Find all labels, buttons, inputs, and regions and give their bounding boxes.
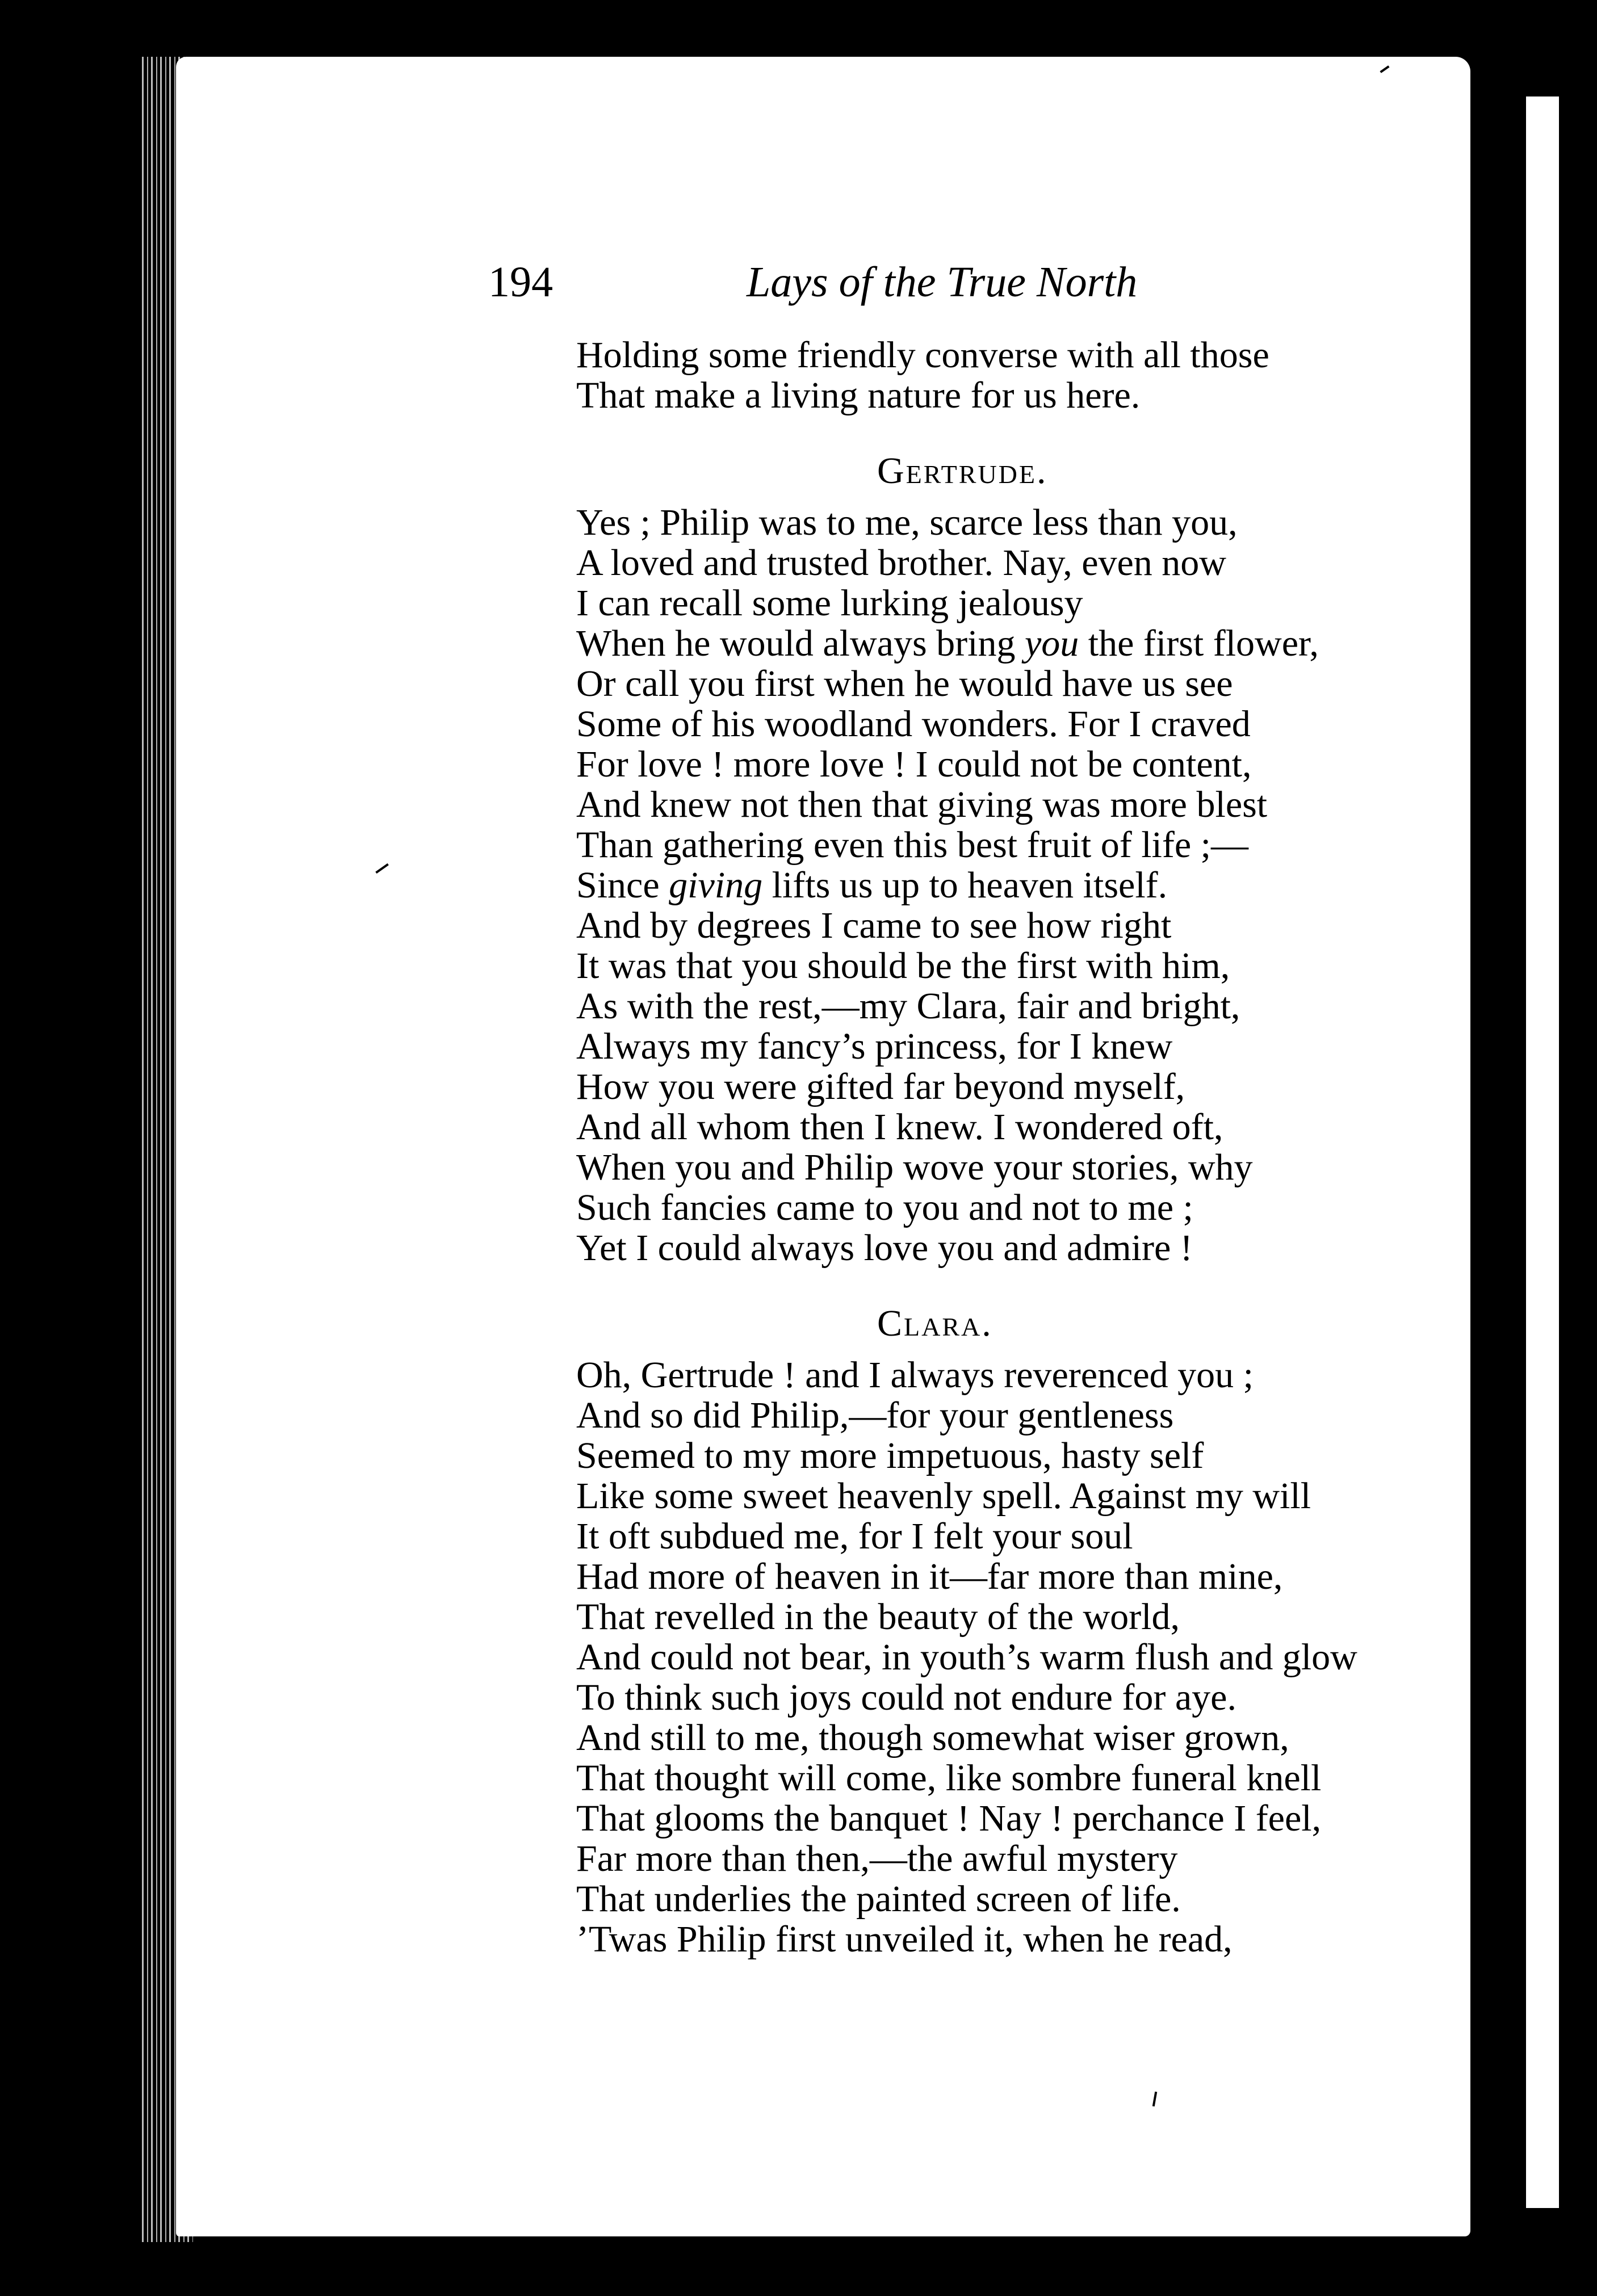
verse-segment: the first flower,: [1088, 623, 1319, 664]
speaker-heading: Clara.: [877, 1303, 993, 1344]
running-title: Lays of the True North: [747, 258, 1138, 306]
verse-line: And knew not then that giving was more blest: [576, 784, 1268, 825]
speaker-heading: Gertrude.: [877, 450, 1048, 492]
verse-line: And could not bear, in youth’s warm flush and glow: [576, 1636, 1357, 1678]
verse-line: Far more than then,—the awful mystery: [576, 1838, 1178, 1879]
verse-line: Like some sweet heavenly spell. Against my will: [576, 1475, 1311, 1517]
verse-segment: When he would always bring: [576, 623, 1016, 664]
verse-line: And all whom then I knew. I wondered oft,: [576, 1106, 1223, 1148]
stanza-gap: [576, 415, 1439, 439]
verse-line: I can recall some lurking jealousy: [576, 582, 1083, 624]
verse-line: That thought will come, like sombre funeral knell: [576, 1757, 1322, 1799]
stanza-gap: [576, 1268, 1439, 1292]
verse-line: And so did Philip,—for your gentleness: [576, 1395, 1174, 1436]
verse-segment: Since: [576, 864, 660, 906]
verse-line: It oft subdued me, for I felt your soul: [576, 1516, 1133, 1557]
verse-line: Always my fancy’s princess, for I knew: [576, 1026, 1173, 1067]
verse-line: [576, 865, 1439, 905]
verse-line: That glooms the banquet ! Nay ! perchance I feel,: [576, 1798, 1322, 1839]
verse-line: It was that you should be the first with him,: [576, 945, 1230, 987]
verse-line: That revelled in the beauty of the world,: [576, 1596, 1180, 1638]
verse-line: Yes ; Philip was to me, scarce less than you,: [576, 502, 1238, 543]
verse-line: A loved and trusted brother. Nay, even now: [576, 542, 1226, 584]
verse-line: Holding some friendly converse with all those: [576, 334, 1269, 376]
italic-emphasis: you: [1024, 623, 1079, 664]
verse-line: Seemed to my more impetuous, hasty self: [576, 1435, 1204, 1476]
poem-text: [576, 335, 1439, 1959]
verse-line: Such fancies came to you and not to me ;: [576, 1187, 1193, 1228]
verse-line: ’Twas Philip first unveiled it, when he read,: [576, 1919, 1233, 1960]
italic-emphasis: giving: [669, 864, 763, 906]
page-header: [488, 254, 1204, 310]
verse-line: How you were gifted far beyond myself,: [576, 1066, 1185, 1107]
verse-line: Oh, Gertrude ! and I always reverenced you ;: [576, 1354, 1254, 1396]
verse-segment: lifts us up to heaven itself.: [772, 864, 1168, 906]
verse-line: To think such joys could not endure for aye.: [576, 1677, 1236, 1718]
verse-line: That underlies the painted screen of life.: [576, 1878, 1181, 1920]
verse-line: For love ! more love ! I could not be content,: [576, 744, 1252, 785]
page-number: 194: [488, 258, 553, 306]
verse-line: [576, 623, 1439, 664]
verse-line: And by degrees I came to see how right: [576, 905, 1172, 946]
verse-line: Had more of heaven in it—far more than mine,: [576, 1556, 1283, 1597]
verse-line: Or call you first when he would have us see: [576, 663, 1233, 704]
verse-line: And still to me, though somewhat wiser grown,: [576, 1717, 1289, 1758]
verse-line: That make a living nature for us here.: [576, 375, 1141, 416]
verse-line: Some of his woodland wonders. For I craved: [576, 703, 1251, 745]
verse-line: When you and Philip wove your stories, why: [576, 1147, 1253, 1188]
facing-page-edge: [1526, 96, 1559, 2208]
verse-line: As with the rest,—my Clara, fair and bright,: [576, 985, 1240, 1027]
verse-line: Than gathering even this best fruit of life ;—: [576, 824, 1249, 866]
verse-line: Yet I could always love you and admire !: [576, 1227, 1193, 1269]
